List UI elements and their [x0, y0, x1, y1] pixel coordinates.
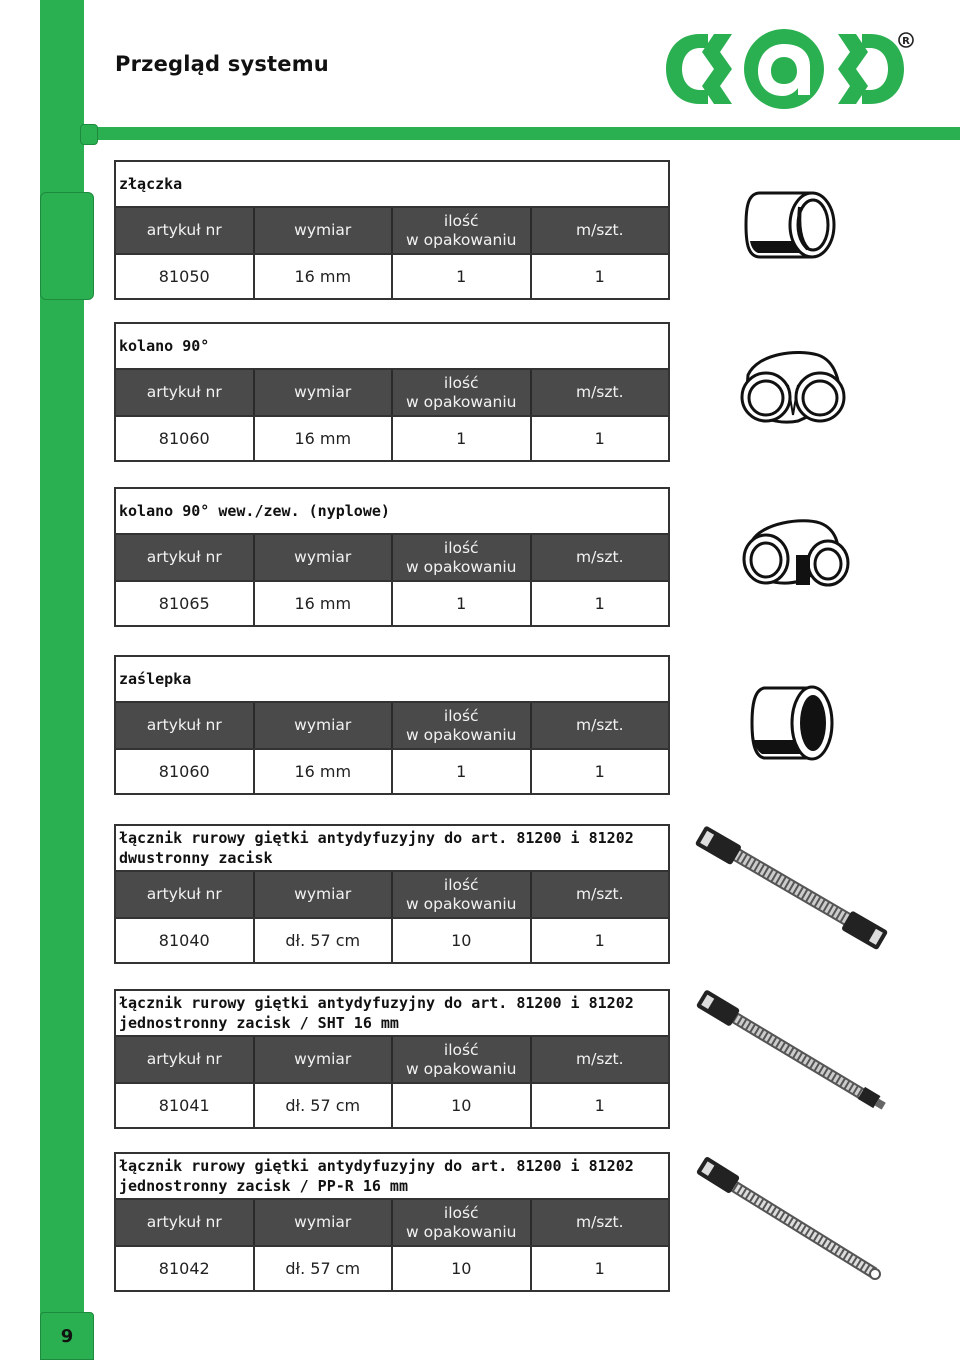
section-title: łącznik rurowy giętki antydyfuzyjny do art. 81200 i 81202 jednostronny zacisk / SHT 16 mm [116, 991, 668, 1037]
green-horizontal-bar [84, 127, 960, 140]
section-title: łącznik rurowy giętki antydyfuzyjny do art. 81200 i 81202 dwustronny zacisk [116, 826, 668, 872]
header-m-per-piece: m/szt. [575, 716, 624, 734]
header-article-no: artykuł nr [116, 370, 255, 415]
header-m-per-piece: m/szt. [575, 1050, 624, 1068]
pack-qty-value: 1 [393, 255, 532, 298]
m-per-piece-value: 1 [594, 594, 605, 613]
size-value: dł. 57 cm [255, 1084, 394, 1127]
section-title: łącznik rurowy giętki antydyfuzyjny do art. 81200 i 81202 jednostronny zacisk / PP-R 16 mm [116, 1154, 668, 1200]
size-value: 16 mm [255, 417, 394, 460]
m-per-piece-value: 1 [594, 267, 605, 286]
header-article-no: artykuł nr [116, 1037, 255, 1082]
m-per-piece-value: 1 [594, 1096, 605, 1115]
pack-qty-value: 1 [393, 417, 532, 460]
table-row [116, 1247, 668, 1290]
header-pack-qty: ilość w opakowaniu [393, 535, 532, 580]
flex-hose-double-icon [692, 822, 892, 952]
table-header-row [116, 370, 668, 417]
section-title: zaślepka [116, 657, 668, 703]
flex-hose-sht-icon [692, 990, 892, 1115]
coupling-icon [740, 185, 840, 265]
pipe-tee-decoration [40, 192, 94, 300]
m-per-piece-value: 1 [594, 931, 605, 950]
table-row [116, 255, 668, 298]
size-value: dł. 57 cm [255, 919, 394, 962]
pack-qty-value: 10 [393, 1084, 532, 1127]
header-pack-qty: ilość w opakowaniu [393, 370, 532, 415]
section-title: kolano 90° [116, 324, 668, 370]
header-m-per-piece: m/szt. [575, 1213, 624, 1231]
table-header-row [116, 1037, 668, 1084]
svg-text:R: R [902, 36, 910, 47]
pack-qty-value: 1 [393, 750, 532, 793]
pack-qty-value: 10 [393, 1247, 532, 1290]
header-pack-qty: ilość w opakowaniu [393, 703, 532, 748]
header-size: wymiar [255, 1200, 394, 1245]
header-size: wymiar [255, 872, 394, 917]
header-m-per-piece: m/szt. [575, 885, 624, 903]
flex-hose-ppr-icon [692, 1155, 892, 1285]
header-article-no: artykuł nr [116, 1200, 255, 1245]
table-row [116, 1084, 668, 1127]
product-table [114, 322, 670, 462]
m-per-piece-value: 1 [594, 1259, 605, 1278]
product-table [114, 824, 670, 964]
cap-icon [748, 678, 840, 768]
header-pack-qty: ilość w opakowaniu [393, 1200, 532, 1245]
pipe-joint-decoration [80, 124, 98, 145]
product-table [114, 160, 670, 300]
elbow-icon [738, 345, 848, 430]
table-row [116, 919, 668, 962]
pack-qty-value: 1 [393, 582, 532, 625]
m-per-piece-value: 1 [594, 762, 605, 781]
header-size: wymiar [255, 208, 394, 253]
header-article-no: artykuł nr [116, 208, 255, 253]
size-value: 16 mm [255, 255, 394, 298]
header-article-no: artykuł nr [116, 703, 255, 748]
header-article-no: artykuł nr [116, 872, 255, 917]
product-table [114, 655, 670, 795]
page-title: Przegląd systemu [115, 52, 329, 76]
header-size: wymiar [255, 1037, 394, 1082]
header-article-no: artykuł nr [116, 535, 255, 580]
section-title: złączka [116, 162, 668, 208]
elbow-nipple-icon [740, 515, 855, 595]
article-number: 81060 [116, 417, 255, 460]
article-number: 81040 [116, 919, 255, 962]
pack-qty-value: 10 [393, 919, 532, 962]
table-row [116, 750, 668, 793]
table-header-row [116, 703, 668, 750]
header-pack-qty: ilość w opakowaniu [393, 208, 532, 253]
table-row [116, 582, 668, 625]
table-header-row [116, 1200, 668, 1247]
header-pack-qty: ilość w opakowaniu [393, 872, 532, 917]
product-table [114, 989, 670, 1129]
header-m-per-piece: m/szt. [575, 548, 624, 566]
section-title: kolano 90° wew./zew. (nyplowe) [116, 489, 668, 535]
size-value: dł. 57 cm [255, 1247, 394, 1290]
article-number: 81041 [116, 1084, 255, 1127]
m-per-piece-value: 1 [594, 429, 605, 448]
article-number: 81065 [116, 582, 255, 625]
brand-logo [662, 28, 914, 110]
header-size: wymiar [255, 703, 394, 748]
size-value: 16 mm [255, 582, 394, 625]
article-number: 81042 [116, 1247, 255, 1290]
header-pack-qty: ilość w opakowaniu [393, 1037, 532, 1082]
product-table [114, 487, 670, 627]
header-size: wymiar [255, 535, 394, 580]
page-number: 9 [40, 1312, 94, 1360]
product-table [114, 1152, 670, 1292]
header-size: wymiar [255, 370, 394, 415]
article-number: 81050 [116, 255, 255, 298]
table-header-row [116, 535, 668, 582]
table-row [116, 417, 668, 460]
table-header-row [116, 872, 668, 919]
article-number: 81060 [116, 750, 255, 793]
table-header-row [116, 208, 668, 255]
header-m-per-piece: m/szt. [575, 383, 624, 401]
header-m-per-piece: m/szt. [575, 221, 624, 239]
size-value: 16 mm [255, 750, 394, 793]
